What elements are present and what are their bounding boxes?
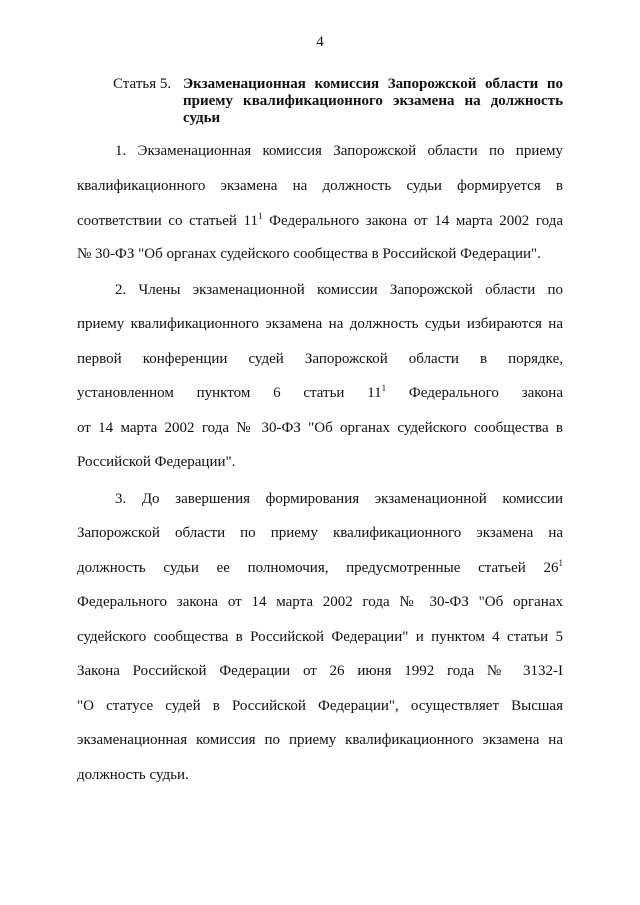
- article-title: Экзаменационная комиссия Запорожской области по приему квалификационного экзамена на должность судьи: [183, 76, 563, 126]
- article-number: Статья 5.: [113, 76, 172, 92]
- paragraph-line: экзаменационная комиссия по приему квалификационного экзамена на: [77, 732, 563, 748]
- paragraph-line: № 30-ФЗ "Об органах судейского сообщества в Российской Федерации".: [77, 246, 541, 262]
- superscript: 1: [558, 558, 563, 568]
- paragraph-line: Закона Российской Федерации от 26 июня 1992 года № 3132-I: [77, 663, 563, 679]
- paragraph-line: установленном пунктом 6 статьи $11^1$ Федерального закона: [77, 383, 563, 401]
- paragraph-line: должность судьи.: [77, 767, 189, 783]
- paragraph-line: Российской Федерации".: [77, 454, 236, 470]
- paragraph-line: "О статусе судей в Российской Федерации", осуществляет Высшая: [77, 698, 563, 714]
- page-number: 4: [316, 34, 324, 50]
- paragraph-line: соответствии со статьей $11^1$ Федерального закона от 14 марта 2002 года: [77, 211, 564, 229]
- paragraph-line: Федерального закона от 14 марта 2002 года № 30-ФЗ "Об органах: [77, 594, 563, 610]
- paragraph-line: 3. До завершения формирования экзаменационной комиссии: [115, 491, 563, 507]
- paragraph-line: от 14 марта 2002 года № 30-ФЗ "Об органах судейского сообщества в: [77, 420, 563, 436]
- paragraph-line: 2. Члены экзаменационной комиссии Запорожской области по: [115, 282, 563, 298]
- paragraph-line: судейского сообщества в Российской Федерации" и пунктом 4 статьи 5: [77, 629, 563, 645]
- superscript: 1: [258, 211, 263, 221]
- paragraph-line: должность судьи ее полномочия, предусмотренные статьей $26^1$: [77, 558, 563, 576]
- paragraph-line: 1. Экзаменационная комиссия Запорожской области по приему: [115, 143, 563, 159]
- superscript: 1: [381, 383, 387, 393]
- paragraph-line: квалификационного экзамена на должность судьи формируется в: [77, 178, 563, 194]
- article-heading: [113, 76, 563, 127]
- paragraph-line: приему квалификационного экзамена на должность судьи избираются на: [77, 316, 563, 332]
- paragraph-line: Запорожской области по приему квалификационного экзамена на: [77, 525, 563, 541]
- paragraph-line: первой конференции судей Запорожской области в порядке,: [77, 351, 563, 367]
